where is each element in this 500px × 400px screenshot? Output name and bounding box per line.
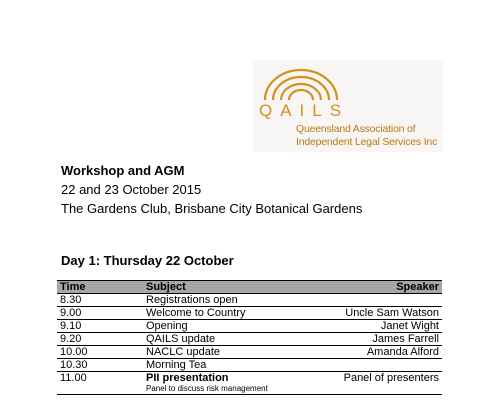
table-row — [57, 294, 442, 307]
row-time: 10.30 — [57, 359, 143, 372]
table-row — [57, 320, 442, 333]
table-row — [57, 346, 442, 359]
row-subject: Registrations open — [143, 294, 299, 307]
row-subject: Welcome to Country — [143, 307, 299, 320]
row-speaker: Panel of presenters — [299, 372, 442, 395]
logo-org-line2: Independent Legal Services Inc — [296, 136, 438, 148]
row-speaker: Uncle Sam Watson — [299, 307, 442, 320]
row-time: 11.00 — [57, 372, 143, 395]
row-subject: Opening — [143, 320, 299, 333]
row-subject: QAILS update — [143, 333, 299, 346]
table-row — [57, 359, 442, 372]
logo-wordmark: QAILS — [259, 101, 350, 120]
row-speaker — [299, 294, 442, 307]
event-venue: The Gardens Club, Brisbane City Botanical Gardens — [61, 201, 363, 216]
row-subject-note: Panel to discuss risk management — [146, 384, 268, 393]
row-subject: NACLC update — [143, 346, 299, 359]
row-speaker — [299, 359, 442, 372]
logo-org-line1: Queensland Association of — [296, 123, 416, 135]
row-subject: PII presentation — [146, 372, 229, 384]
column-header-time: Time — [57, 281, 143, 294]
row-speaker: James Farrell — [299, 333, 442, 346]
table-row — [57, 372, 442, 395]
row-speaker: Janet Wight — [299, 320, 442, 333]
event-dates: 22 and 23 October 2015 — [61, 182, 202, 197]
row-time: 9.20 — [57, 333, 143, 346]
logo-org-name — [296, 123, 437, 149]
row-time: 8.30 — [57, 294, 143, 307]
row-time: 9.00 — [57, 307, 143, 320]
row-subject-cell — [143, 372, 299, 395]
agenda-header-row — [57, 281, 442, 294]
agenda-table — [57, 280, 442, 395]
qails-logo — [253, 60, 443, 152]
table-row — [57, 333, 442, 346]
column-header-subject: Subject — [143, 281, 299, 294]
row-time: 10.00 — [57, 346, 143, 359]
row-speaker: Amanda Alford — [299, 346, 442, 359]
column-header-speaker: Speaker — [299, 281, 442, 294]
event-title: Workshop and AGM — [61, 163, 185, 178]
day1-heading: Day 1: Thursday 22 October — [61, 253, 234, 268]
row-time: 9.10 — [57, 320, 143, 333]
row-subject: Morning Tea — [143, 359, 299, 372]
table-row — [57, 307, 442, 320]
